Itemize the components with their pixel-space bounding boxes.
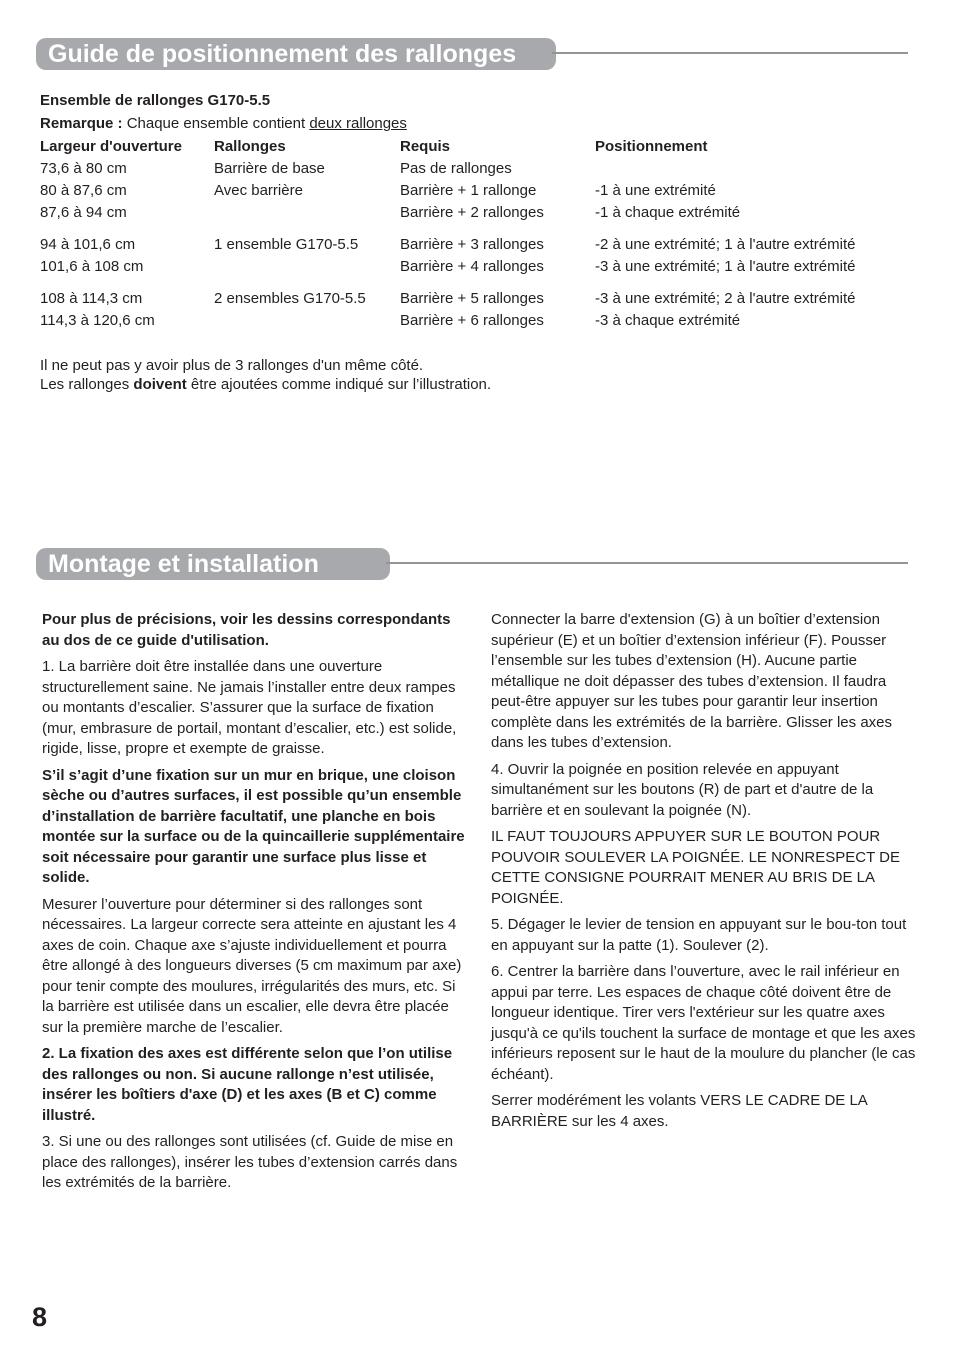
table-header-row xyxy=(40,136,920,158)
table-cell: 94 à 101,6 cm xyxy=(40,236,136,253)
table-cell: 108 à 114,3 cm xyxy=(40,290,143,307)
paragraph: IL FAUT TOUJOURS APPUYER SUR LE BOUTON POUR POUVOIR SOULEVER LA POIGNÉE. LE NONRESPECT DE CETTE CONSIGNE POURRAIT MENER AU BRIS DE LA POIGNÉE. xyxy=(491,828,901,907)
remark-label: Remarque : xyxy=(40,115,123,132)
table-cell: -1 à chaque extrémité xyxy=(595,204,741,221)
table-cell: Barrière + 5 rallonges xyxy=(400,290,544,307)
paragraph: Serrer modérément les volants VERS LE CADRE DE LA BARRIÈRE sur les 4 axes. xyxy=(491,1092,867,1130)
table-row xyxy=(40,158,920,180)
table-cell: Avec barrière xyxy=(214,182,303,199)
section-header-positioning xyxy=(36,38,908,72)
table-row xyxy=(40,202,920,224)
table-cell: Barrière + 4 rallonges xyxy=(400,258,544,275)
section-title: Guide de positionnement des rallonges xyxy=(36,38,556,70)
remark-text: Chaque ensemble contient xyxy=(122,115,310,132)
note-text: être ajoutées comme indiqué sur l’illustration. xyxy=(186,376,492,393)
note-must-add xyxy=(40,375,920,394)
table-row xyxy=(40,256,920,278)
paragraph: 6. Centrer la barrière dans l’ouverture, avec le rail inférieur en appui par terre. Les espaces de chaque côté doivent être de longueur identique. Tirer vers l'extérieur sur les quatre axes jusqu'à ce qu'ils touchent la surface de montage et que les axes inférieurs reposent sur le haut de la moulure du plancher (le cas échéant). xyxy=(491,963,916,1083)
paragraph: Connecter la barre d'extension (G) à un boîtier d’extension supérieur (E) et un boîtier d’extension inférieur (F). Pousser l’ensemble sur les tubes d’extension (H). Aucune partie métallique ne doit dépasser des tubes d’extension. Il faudra peut-être appuyer sur les tubes pour garantir leur insertion complète dans les extrémités de la barrière. Glisser les axes dans les tubes d’extension. xyxy=(491,611,893,751)
remark xyxy=(40,112,920,136)
table-cell: Barrière + 6 rallonges xyxy=(400,312,544,329)
paragraph: 3. Si une ou des rallonges sont utilisées (cf. Guide de mise en place des rallonges), insérer les tubes d’extension carrés dans les extrémités de la barrière. xyxy=(42,1133,458,1191)
table-cell: 87,6 à 94 cm xyxy=(40,204,127,221)
table-cell: 73,6 à 80 cm xyxy=(40,160,127,177)
table-row xyxy=(40,234,920,256)
remark-underlined: deux rallonges xyxy=(309,115,407,132)
table-cell: Barrière de base xyxy=(214,160,325,177)
note-emphasis: doivent xyxy=(133,376,187,393)
paragraph: 2. La fixation des axes est différente selon que l’on utilise des rallonges ou non. Si aucune rallonge n’est utilisée, insérer les boîtiers d'axe (D) et les axes (B et C) comme illustré. xyxy=(42,1045,453,1124)
paragraph: 1. La barrière doit être installée dans une ouverture structurellement saine. Ne jamais l’installer entre deux rampes ou montants d’escalier. S’assurer que la surface de fixation (mur, embrasure de portail, montant d’escalier, etc.) est solide, rigide, lisse, propre et exempte de graisse. xyxy=(42,658,457,757)
header-rule xyxy=(552,52,908,54)
set-title: Ensemble de rallonges G170-5.5 xyxy=(40,92,271,109)
table-cell: Pas de rallonges xyxy=(400,160,512,177)
paragraph: Pour plus de précisions, voir les dessins correspondants au dos de ce guide d'utilisation. xyxy=(42,611,451,649)
notes xyxy=(40,356,920,394)
table-cell: 2 ensembles G170-5.5 xyxy=(214,290,366,307)
table-cell: Barrière + 1 rallonge xyxy=(400,182,537,199)
column-header: Requis xyxy=(400,138,451,155)
paragraph: S’il s’agit d’une fixation sur un mur en brique, une cloison sèche ou d’autres surfaces, il est possible qu’un ensemble d’installation de barrière facultatif, une planche en bois montée sur la surface ou de la quincaillerie supplémentaire soit nécessaire pour garantir une surface plus lisse et solide. xyxy=(42,766,465,886)
section-title: Montage et installation xyxy=(36,548,390,580)
table-cell: -3 à une extrémité; 2 à l'autre extrémité xyxy=(595,290,856,307)
paragraph: Mesurer l’ouverture pour déterminer si des rallonges sont nécessaires. La largeur correcte sera atteinte en ajustant les 4 axes de coin. Chaque axe s’ajuste individuellement et pourra être allongé à des longueurs diverses (5 cm maximum par axe) pour tenir compte des moulures, irrégularités des murs, etc. Si la barrière est utilisée dans un escalier, elle devra être placée sur la première marche de l’escalier. xyxy=(42,895,462,1036)
table-row xyxy=(40,310,920,332)
table-cell: Barrière + 3 rallonges xyxy=(400,236,544,253)
note-max-per-side: Il ne peut pas y avoir plus de 3 rallonges d'un même côté. xyxy=(40,357,424,374)
instructions-right-column xyxy=(491,610,921,1138)
column-header: Positionnement xyxy=(595,138,708,155)
extension-guide xyxy=(40,90,920,394)
section-header-montage xyxy=(36,548,908,582)
table-cell: -2 à une extrémité; 1 à l'autre extrémité xyxy=(595,236,856,253)
table-cell: Barrière + 2 rallonges xyxy=(400,204,544,221)
column-header: Rallonges xyxy=(214,138,286,155)
table-cell: -1 à une extrémité xyxy=(595,182,716,199)
paragraph: 4. Ouvrir la poignée en position relevée en appuyant simultanément sur les boutons (R) de part et d'autre de la barrière et en soulevant la poignée (N). xyxy=(491,760,874,819)
table-cell: 80 à 87,6 cm xyxy=(40,182,127,199)
table-cell: -3 à une extrémité; 1 à l'autre extrémité xyxy=(595,258,856,275)
table-row xyxy=(40,180,920,202)
table-row xyxy=(40,288,920,310)
header-rule xyxy=(386,562,908,564)
table-cell: 1 ensemble G170-5.5 xyxy=(214,236,359,253)
page-number: 8 xyxy=(32,1302,48,1332)
paragraph: 5. Dégager le levier de tension en appuyant sur le bou-ton tout en appuyant sur la patte (1). Soulever (2). xyxy=(491,916,907,954)
note-text: Les rallonges xyxy=(40,376,134,393)
column-header: Largeur d'ouverture xyxy=(40,138,182,155)
table-cell: 114,3 à 120,6 cm xyxy=(40,312,155,329)
table-cell: 101,6 à 108 cm xyxy=(40,258,144,275)
instructions-left-column xyxy=(42,610,466,1200)
table-cell: -3 à chaque extrémité xyxy=(595,312,741,329)
